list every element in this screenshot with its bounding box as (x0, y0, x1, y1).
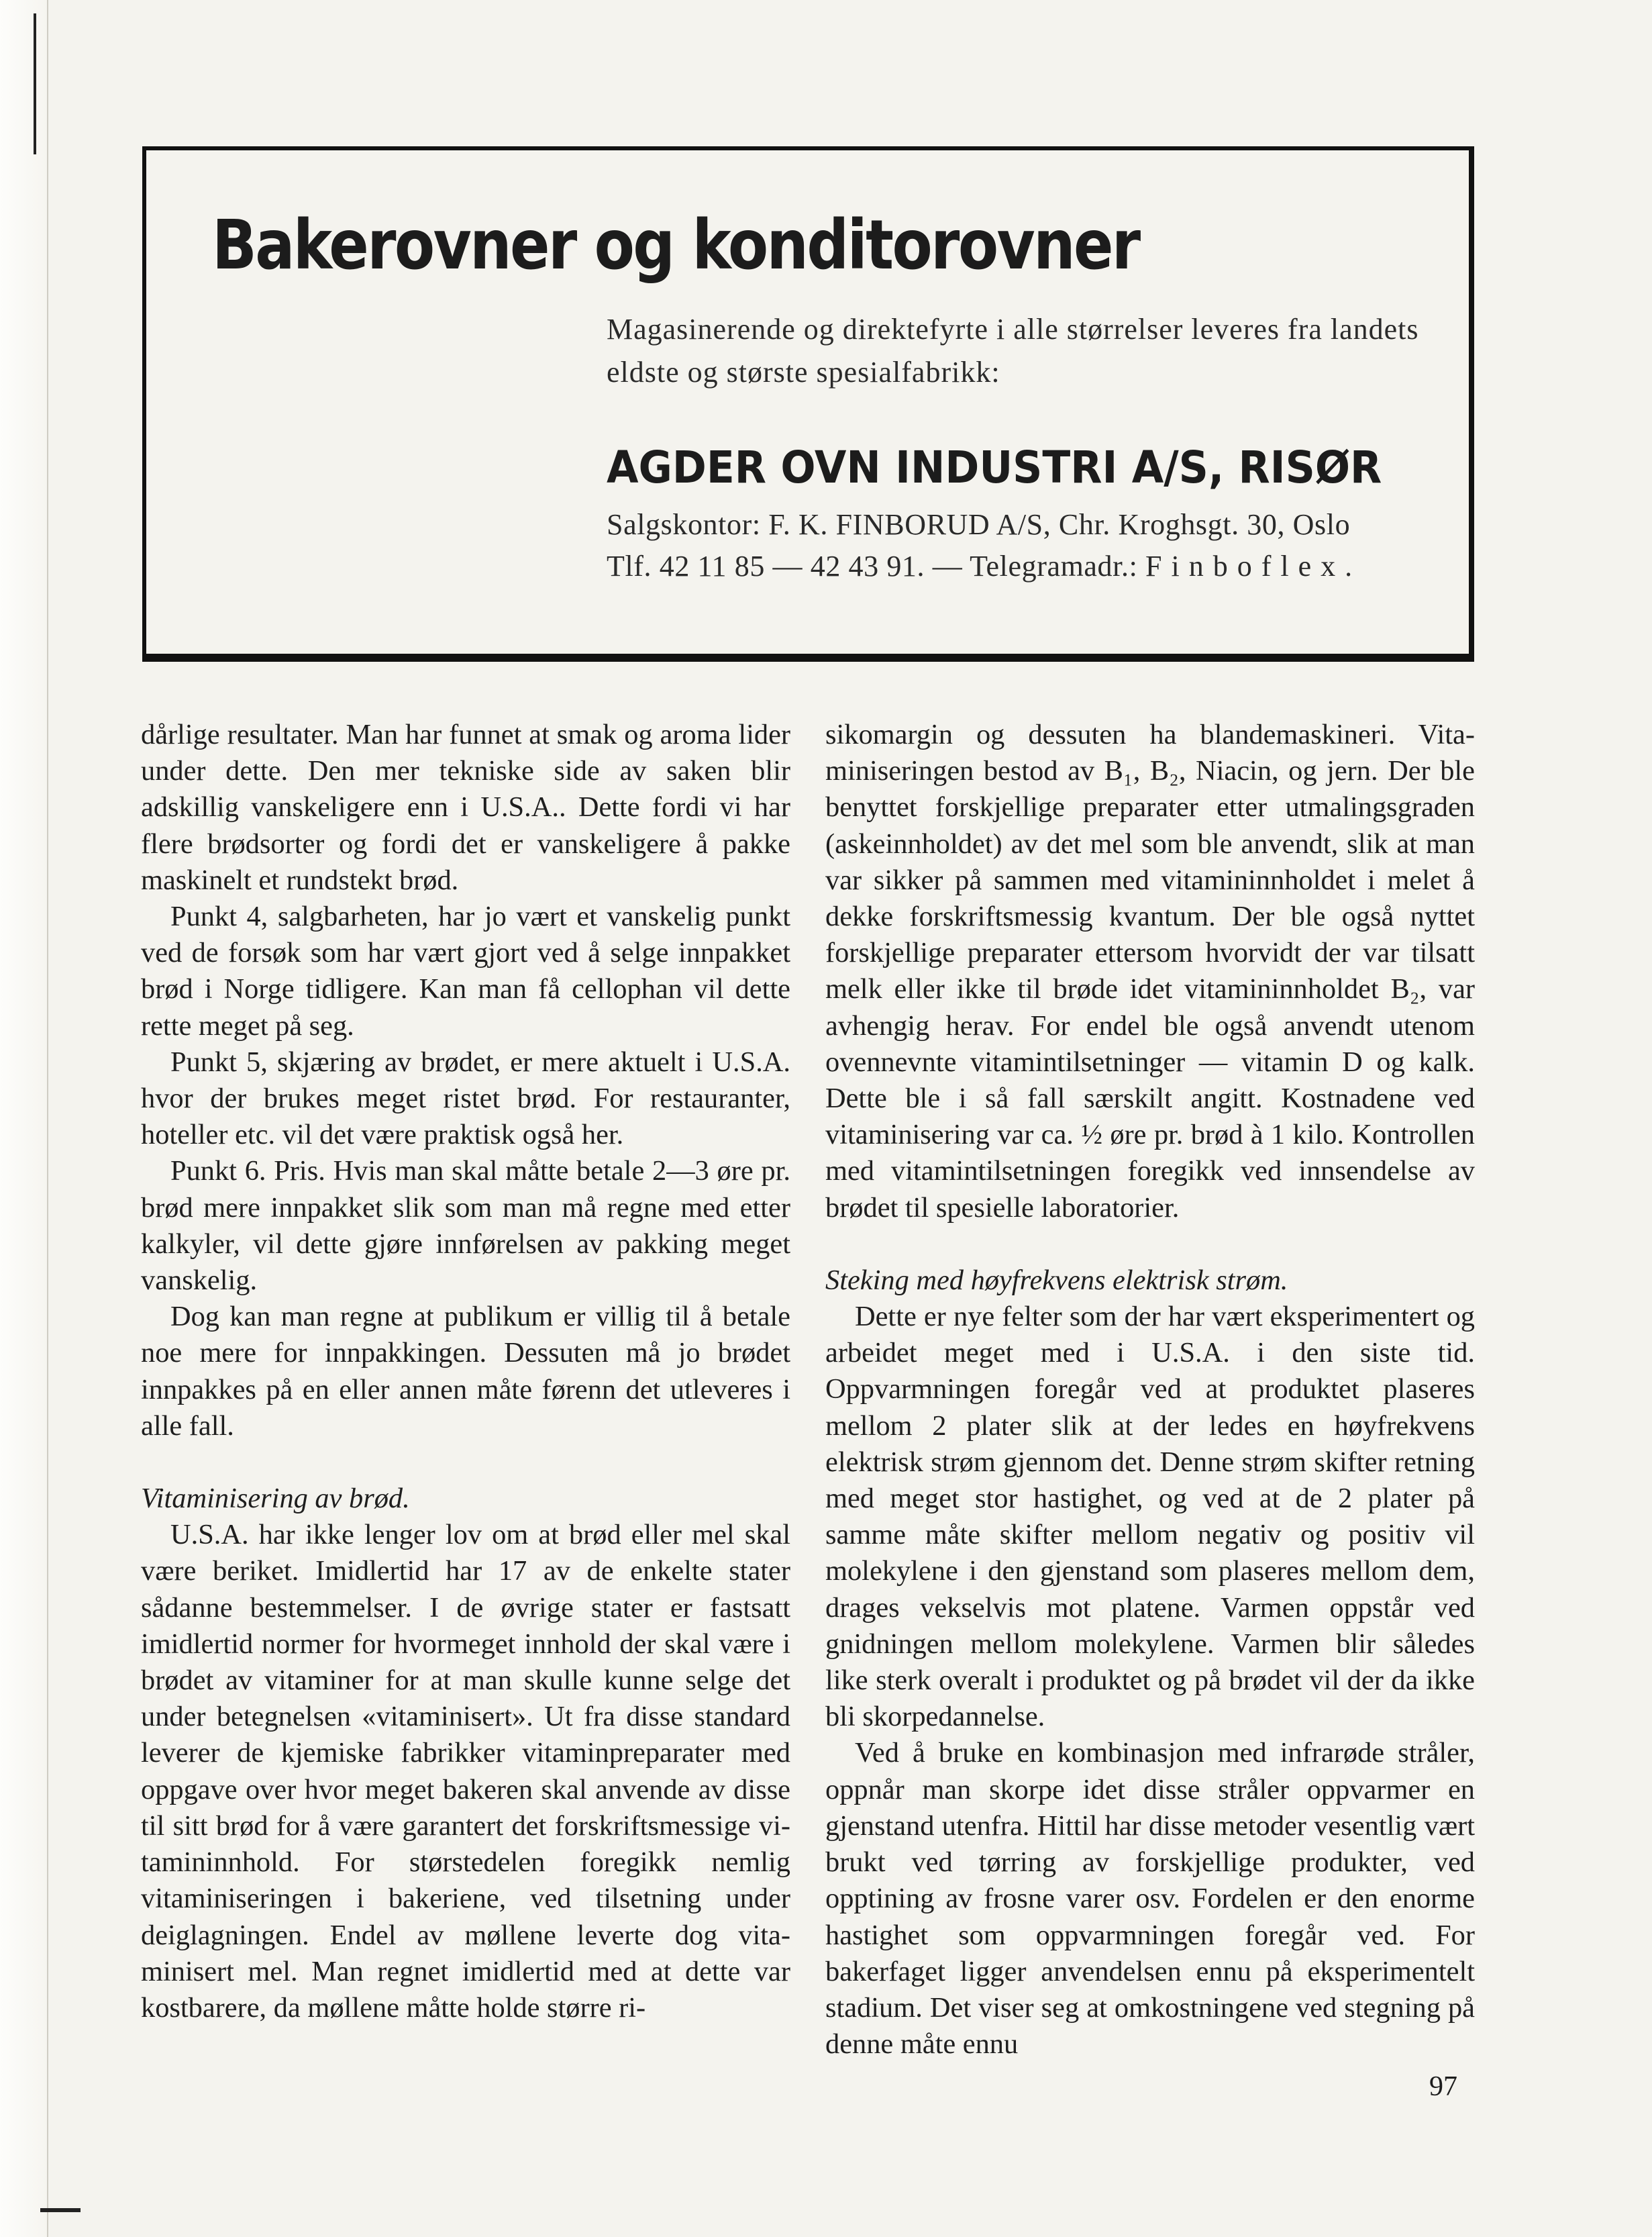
phone-telegram-line (607, 549, 1361, 583)
paragraph: Punkt 4, salgbarheten, har jo vært et vanskelig punkt ved de forsøk som har vært gjort ved å selge innpakket brød i Norge tidligere. Kan man få cellophan vil dette rette meget på seg. (141, 901, 790, 1042)
binding-shadow-foot (40, 2208, 81, 2212)
section-heading-vitaminisering: Vitaminisering av brød. (141, 1483, 410, 1515)
paragraph: Dette er nye felter som der har vært eksperimentert og arbeidet meget med i U.S.A. i den siste tid. Oppvarmningen foregår ved at produktet plaseres mellom 2 plater slik at der ledes en høyfrekvens elektrisk strøm gjennom det. Denne strøm skifter retning med meget stor hastighet, og ved at de 2 plater på samme måte skifter mellom negativ og positiv vil molekylene i den gjenstand som plaseres mellom dem, drages vekselvis mot platene. Varmen oppstår ved gnidningen mellom molekylene. Varmen blir således like sterk overalt i produktet og på brødet vil der da ikke bli skorpedannelse. (825, 1301, 1475, 1733)
sales-office-line: Salgskontor: F. K. FINBORUD A/S, Chr. Kroghsgt. 30, Oslo (607, 508, 1351, 541)
phone-numbers: Tlf. 42 11 85 — 42 43 91. — Telegramadr.: (607, 550, 1138, 583)
paragraph: Ved å bruke en kombinasjon med infrarøde stråler, oppnår man skorpe idet disse stråler oppvarmer en gjenstand utenfra. Hittil har disse metoder vesentlig vært brukt ved tørring av forskjellige produkter, ved opptining av frosne varer osv. Fordelen er den enorme hastighet som oppvarmningen foregår ved. For bakerfaget ligger anvendelsen ennu på eksperimentelt stadium. Det viser seg at omkostningene ved stegning på denne måte ennu (825, 1737, 1475, 2060)
paragraph: U.S.A. har ikke lenger lov om at brød eller mel skal være beriket. Imidlertid har 17 av de enkelte stater sådanne bestemmelser. I de øvrige stater er fastsatt imidlertid normer for hvormeget innhold der skal være i brødet av vitaminer for at man skulle kunne selge det under betegnelsen «vitaminisert». Ut fra disse standard leverer de kjemiske fabrikker vitaminpreparater med oppgave over hvor meget bakeren skal anvende av disse til sitt brød for å være garantert det forskriftsmessige vitamininnhold. For størstedelen foregikk nemlig vitaminiseringen i bakeriene, ved tilsetning under deiglagningen. Endel av møllene leverte dog vitaminisert mel. Man regnet imidlertid med at dette var kostbarere, da møllene måtte holde større ri- (141, 1519, 790, 2024)
paragraph: Punkt 5, skjæring av brødet, er mere aktuelt i U.S.A. hvor der brukes meget ristet brød. For restauranter, hoteller etc. vil det være praktisk også her. (141, 1046, 790, 1151)
right-text-column (825, 717, 1475, 2062)
paragraph: Punkt 6. Pris. Hvis man skal måtte betale 2—3 øre pr. brød mere innpakket slik som man må regne med etter kalkyler, vil dette gjøre innførelsen av pakking meget vanskelig. (141, 1155, 790, 1297)
telegram-address: Finboflex. (1145, 550, 1362, 583)
section-heading-steking: Steking med høyfrekvens elektrisk strøm. (825, 1264, 1288, 1296)
left-text-column (141, 717, 790, 2026)
paragraph: Dog kan man regne at publikum er villig til å betale noe mere for innpakkingen. Dessuten må jo brødet innpakkes på en eller annen måte førenn det utleveres i alle fall. (141, 1301, 790, 1442)
binding-shadow-mark (34, 13, 36, 154)
page-number: 97 (1429, 2071, 1457, 2102)
page-binding-edge (0, 0, 48, 2237)
advertisement-box (142, 146, 1474, 662)
paragraph: sikomargin og dessuten ha blandemaskineri. Vitaminiseringen bestod av B₁, B₂, Niacin, og jern. Der ble benyttet forskjellige preparater etter utmalingsgraden (askeinnholdet) av det mel som ble anvendt, slik at man var sikker på sammen med vitamininnholdet i melet å dekke forskriftsmessig kvantum. Der ble også nyttet forskjellige preparater ettersom hvorvidt der var tilsatt melk eller ikke til brøde idet vitamininnholdet B₂, var avhengig herav. For endel ble også anvendt utenom ovennevnte vitamintilsetninger — vitamin D og kalk. Dette ble i så fall særskilt angitt. Kostnadene ved vitaminisering var ca. ½ øre pr. brød à 1 kilo. Kontrollen med vitamintilsetningen foregikk ved innsendelse av brødet til spesielle laboratorier. (825, 719, 1475, 1224)
ad-intro-text: Magasinerende og direktefyrte i alle størrelser leveres fra landets eldste og største spesialfabrikk: (607, 313, 1419, 389)
paragraph: dårlige resultater. Man har funnet at smak og aroma lider under dette. Den mer tekniske side av saken blir adskillig vanskeligere enn i U.S.A.. Dette fordi vi har flere brødsorter og fordi det er vanskeligere å pakke maskinelt et rundstekt brød. (141, 719, 790, 896)
ad-title: Bakerovner og konditorovner (212, 205, 1139, 285)
company-name: AGDER OVN INDUSTRI A/S, RISØR (607, 442, 1382, 493)
